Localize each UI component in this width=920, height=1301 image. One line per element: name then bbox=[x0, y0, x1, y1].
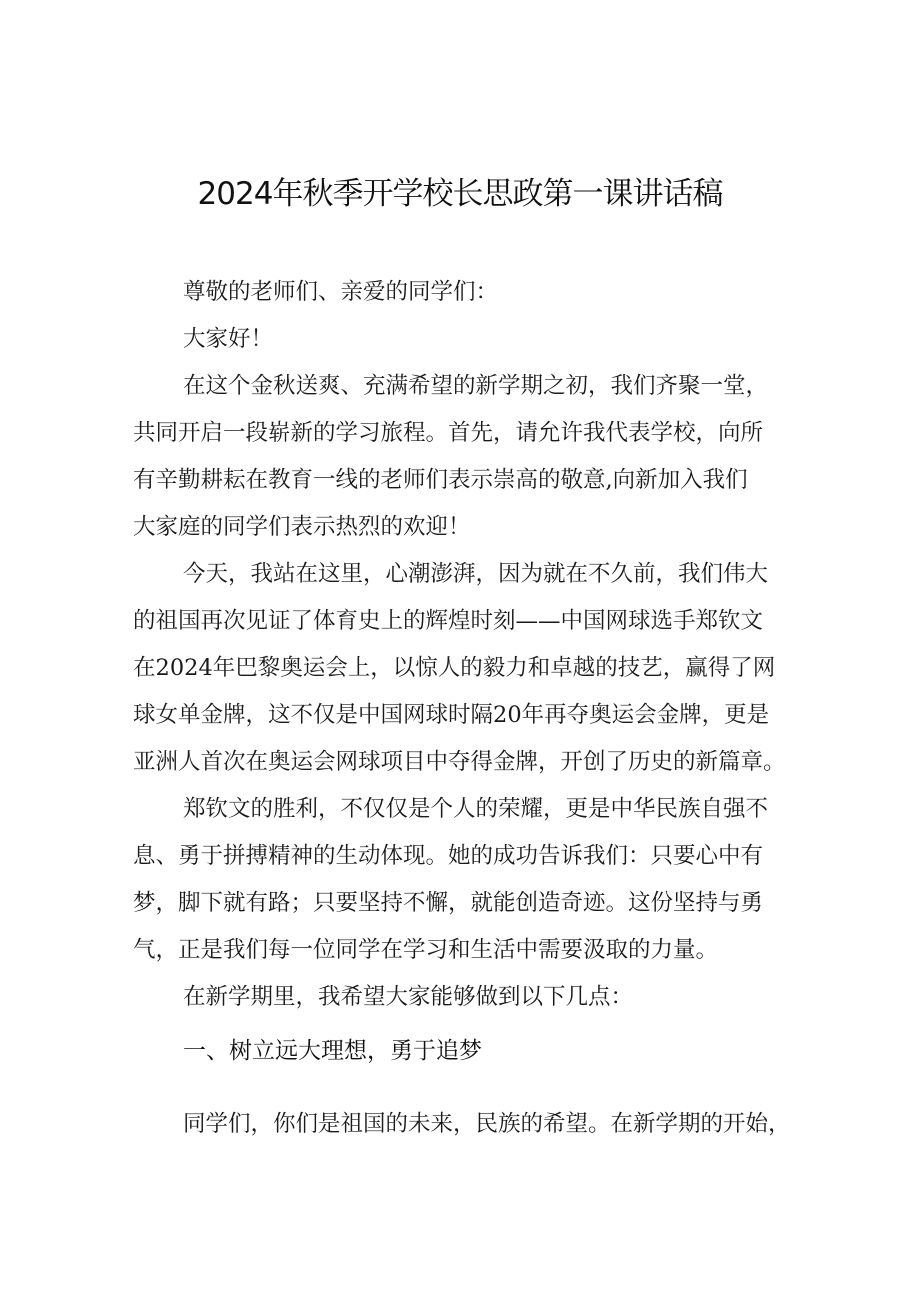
paragraph-line: 球女单金牌，这不仅是中国网球时隔20年再夺奥运会金牌，更是 bbox=[133, 702, 770, 728]
closing-line: 同学们，你们是祖国的未来，民族的希望。在新学期的开始， bbox=[183, 1111, 791, 1137]
paragraph-4 bbox=[133, 974, 803, 1021]
paragraph-line: 的祖国再次见证了体育史上的辉煌时刻——中国网球选手郑钦文 bbox=[133, 608, 764, 634]
hello-line: 大家好！ bbox=[183, 326, 274, 352]
paragraph-line: 有辛勤耕耘在教育一线的老师们表示崇高的敬意,向新加入我们 bbox=[133, 467, 748, 493]
paragraph-line: 息、勇于拼搏精神的生动体现。她的成功告诉我们：只要心中有 bbox=[133, 843, 764, 869]
paragraph-1 bbox=[133, 363, 803, 551]
paragraph-line: 梦，脚下就有路；只要坚持不懈，就能创造奇迹。这份坚持与勇 bbox=[133, 890, 764, 916]
paragraph-line: 在2024年巴黎奥运会上，以惊人的毅力和卓越的技艺，赢得了网 bbox=[133, 655, 776, 681]
paragraph-line: 在这个金秋送爽、充满希望的新学期之初，我们齐聚一堂， bbox=[183, 373, 769, 399]
paragraph-2 bbox=[133, 551, 803, 786]
paragraph-line: 气，正是我们每一位同学在学习和生活中需要汲取的力量。 bbox=[133, 937, 719, 963]
paragraph-line: 亚洲人首次在奥运会网球项目中夺得金牌，开创了历史的新篇章。 bbox=[133, 749, 786, 775]
document-body bbox=[133, 269, 803, 1148]
paragraph-line: 郑钦文的胜利，不仅仅是个人的荣耀，更是中华民族自强不 bbox=[183, 796, 769, 822]
paragraph-line: 今天，我站在这里，心潮澎湃，因为就在不久前，我们伟大 bbox=[183, 561, 769, 587]
paragraph-line: 在新学期里，我希望大家能够做到以下几点： bbox=[183, 984, 634, 1010]
greeting-line: 尊敬的老师们、亲爱的同学们： bbox=[183, 279, 499, 305]
paragraph-line: 大家庭的同学们表示热烈的欢迎！ bbox=[133, 514, 471, 540]
section-heading: 一、树立远大理想，勇于追梦 bbox=[183, 1038, 482, 1064]
paragraph-line: 共同开启一段崭新的学习旅程。首先，请允许我代表学校，向所 bbox=[133, 420, 764, 446]
document-title: 2024年秋季开学校长思政第一课讲话稿 bbox=[197, 176, 723, 212]
paragraph-3 bbox=[133, 786, 803, 974]
